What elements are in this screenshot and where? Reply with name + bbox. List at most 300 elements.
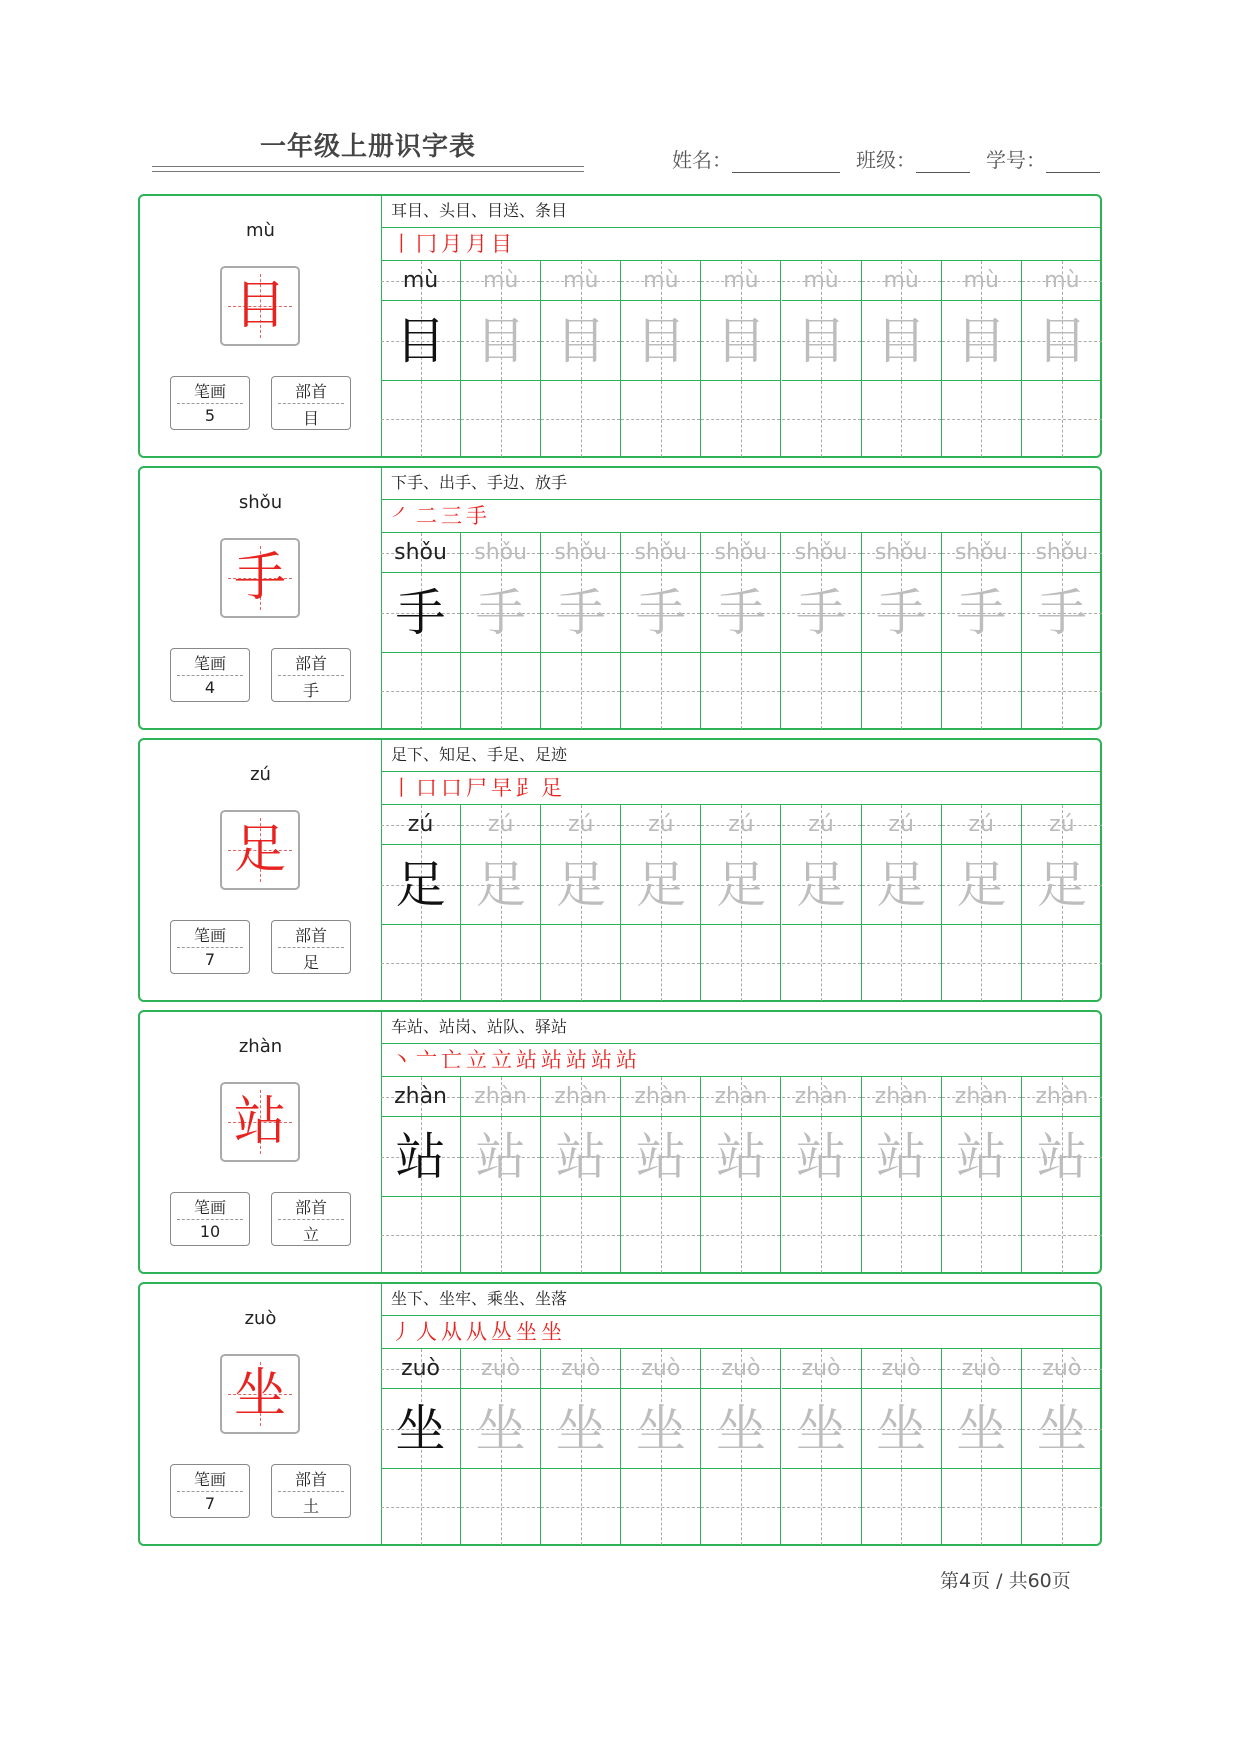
pinyin-cell[interactable] (1022, 261, 1102, 301)
char-trace: 坐 (796, 1400, 847, 1458)
char-cell[interactable] (381, 573, 461, 653)
stroke-step: 口 (416, 776, 437, 800)
char-cell[interactable] (541, 1389, 621, 1469)
radical-label: 部首 (294, 926, 327, 945)
blank-practice-cell[interactable] (541, 653, 621, 729)
stroke-count-value: 4 (204, 678, 216, 697)
char-pinyin: zhàn (238, 1036, 283, 1057)
blank-practice-cell[interactable] (381, 653, 461, 729)
char-pinyin: zuò (244, 1308, 277, 1329)
char-trace: 足 (796, 856, 847, 914)
blank-practice-cell[interactable] (1022, 1469, 1102, 1545)
stroke-step: 丛 (491, 1320, 512, 1344)
blank-practice-cell[interactable] (621, 381, 701, 457)
char-display: 坐 (233, 1364, 286, 1424)
char-cell[interactable] (541, 1117, 621, 1197)
char-trace: 目 (796, 312, 847, 370)
char-trace: 手 (796, 584, 847, 642)
char-trace: 站 (475, 1128, 526, 1186)
char-trace: 坐 (1036, 1400, 1087, 1458)
radical-box (271, 376, 351, 430)
stroke-count-label: 笔画 (193, 1198, 226, 1217)
stroke-count-box (170, 1464, 250, 1518)
pinyin-trace: shǒu (1035, 540, 1089, 565)
stroke-step: 立 (491, 1048, 512, 1072)
stroke-count-box (170, 920, 250, 974)
pinyin-cell[interactable] (862, 261, 942, 301)
char-info-panel (140, 1284, 382, 1544)
page-number: 第4页 / 共60页 (940, 1570, 1071, 1592)
pinyin-trace: zuò (641, 1356, 681, 1381)
char-trace: 目 (1036, 312, 1087, 370)
char-cell[interactable] (782, 1117, 862, 1197)
char-trace: 足 (635, 856, 686, 914)
pinyin-trace: mù (803, 268, 839, 293)
char-cell[interactable] (461, 301, 541, 381)
title-underline-bottom (152, 171, 584, 172)
char-trace: 手 (956, 584, 1007, 642)
stroke-step: 足 (541, 776, 562, 800)
stroke-count-value: 5 (204, 406, 216, 425)
char-cell[interactable] (381, 1117, 461, 1197)
pinyin-cell[interactable] (541, 1077, 621, 1117)
pinyin-cell[interactable] (942, 1077, 1022, 1117)
blank-practice-cell[interactable] (782, 1469, 862, 1545)
radical-label: 部首 (294, 1470, 327, 1489)
char-cell[interactable] (782, 1389, 862, 1469)
practice-grid (381, 805, 1100, 1000)
practice-panel (381, 468, 1100, 728)
pinyin-trace: mù (643, 268, 679, 293)
char-cell[interactable] (942, 573, 1022, 653)
stroke-order (381, 1044, 1100, 1077)
pinyin-cell[interactable] (1022, 1077, 1102, 1117)
pinyin-trace: zuò (401, 1356, 441, 1381)
stroke-step: 站 (591, 1048, 612, 1072)
stroke-step: ㇒ (391, 504, 412, 528)
char-cell[interactable] (621, 845, 701, 925)
pinyin-trace: mù (402, 268, 439, 293)
blank-practice-cell[interactable] (1022, 925, 1102, 1001)
blank-practice-cell[interactable] (942, 381, 1022, 457)
radical-box (271, 920, 351, 974)
stroke-order (381, 228, 1100, 261)
char-cell[interactable] (782, 845, 862, 925)
char-cell[interactable] (701, 573, 781, 653)
blank-practice-cell[interactable] (381, 925, 461, 1001)
char-cell[interactable] (621, 1117, 701, 1197)
pinyin-trace: shǒu (794, 540, 848, 565)
blank-practice-cell[interactable] (862, 925, 942, 1001)
pinyin-cell[interactable] (782, 533, 862, 573)
char-cell[interactable] (862, 1117, 942, 1197)
pinyin-cell[interactable] (381, 805, 461, 845)
pinyin-trace: shǒu (714, 540, 768, 565)
stroke-order (381, 772, 1100, 805)
practice-grid (381, 1349, 1100, 1544)
stroke-step: 口 (441, 776, 462, 800)
pinyin-cell[interactable] (621, 805, 701, 845)
char-trace: 目 (956, 312, 1007, 370)
char-display-box (220, 810, 300, 890)
char-card (138, 738, 1102, 1002)
stroke-step: 从 (466, 1320, 487, 1344)
pinyin-trace: zú (648, 812, 674, 837)
char-trace: 坐 (876, 1400, 927, 1458)
blank-practice-cell[interactable] (541, 1469, 621, 1545)
pinyin-trace: zú (1049, 812, 1075, 837)
pinyin-trace: mù (482, 268, 519, 293)
pinyin-trace: mù (963, 268, 999, 293)
stroke-count-box (170, 376, 250, 430)
pinyin-cell[interactable] (862, 533, 942, 573)
stroke-step: 手 (466, 504, 487, 528)
class-label: 班级： (856, 148, 916, 172)
pinyin-trace: shǒu (554, 540, 608, 565)
blank-practice-cell[interactable] (862, 653, 942, 729)
pinyin-cell[interactable] (541, 805, 621, 845)
pinyin-cell[interactable] (862, 1349, 942, 1389)
char-trace: 坐 (555, 1400, 606, 1458)
pinyin-cell[interactable] (862, 1077, 942, 1117)
blank-practice-cell[interactable] (701, 1197, 781, 1273)
pinyin-trace: zuò (481, 1356, 521, 1381)
char-cell[interactable] (701, 301, 781, 381)
char-cell[interactable] (782, 573, 862, 653)
char-cell[interactable] (381, 301, 461, 381)
char-trace: 手 (876, 584, 927, 642)
pinyin-cell[interactable] (782, 805, 862, 845)
char-cell[interactable] (1022, 1117, 1102, 1197)
stroke-step: 亡 (441, 1048, 462, 1072)
stroke-count-label: 笔画 (193, 1470, 226, 1489)
class-blank[interactable] (916, 152, 970, 173)
practice-panel (381, 1284, 1100, 1544)
blank-practice-cell[interactable] (1022, 381, 1102, 457)
blank-practice-cell[interactable] (1022, 1197, 1102, 1273)
char-trace: 手 (395, 584, 446, 642)
char-cell[interactable] (1022, 845, 1102, 925)
blank-practice-cell[interactable] (942, 925, 1022, 1001)
char-cell[interactable] (701, 1389, 781, 1469)
char-trace: 站 (956, 1128, 1007, 1186)
pinyin-cell[interactable] (1022, 1349, 1102, 1389)
char-cell[interactable] (461, 573, 541, 653)
char-cell[interactable] (862, 845, 942, 925)
pinyin-cell[interactable] (461, 1349, 541, 1389)
char-cell[interactable] (541, 301, 621, 381)
pinyin-trace: shǒu (474, 540, 528, 565)
pinyin-trace: shǒu (634, 540, 688, 565)
practice-panel (381, 740, 1100, 1000)
blank-practice-cell[interactable] (461, 1469, 541, 1545)
word-examples: 足下、知足、手足、足迹 (381, 740, 1100, 772)
name-label: 姓名： (672, 148, 732, 172)
blank-practice-cell[interactable] (621, 653, 701, 729)
char-pinyin: mù (246, 220, 275, 241)
char-cell[interactable] (701, 1117, 781, 1197)
char-trace: 目 (715, 312, 766, 370)
stroke-order (381, 500, 1100, 533)
char-cell[interactable] (862, 301, 942, 381)
stroke-count-label: 笔画 (193, 926, 226, 945)
pinyin-cell[interactable] (541, 261, 621, 301)
char-pinyin: shǒu (238, 492, 283, 513)
pinyin-cell[interactable] (461, 1077, 541, 1117)
practice-grid (381, 533, 1100, 728)
stroke-step: 站 (616, 1048, 637, 1072)
blank-practice-cell[interactable] (541, 925, 621, 1001)
blank-practice-cell[interactable] (381, 1469, 461, 1545)
pinyin-cell[interactable] (701, 261, 781, 301)
word-examples: 车站、站岗、站队、驿站 (381, 1012, 1100, 1044)
pinyin-cell[interactable] (701, 533, 781, 573)
pinyin-cell[interactable] (461, 533, 541, 573)
blank-practice-cell[interactable] (701, 381, 781, 457)
pinyin-cell[interactable] (621, 1077, 701, 1117)
blank-practice-cell[interactable] (942, 1469, 1022, 1545)
page-title: 一年级上册识字表 (259, 132, 476, 162)
char-cell[interactable] (461, 1389, 541, 1469)
radical-value: 目 (302, 409, 319, 428)
char-cell[interactable] (541, 573, 621, 653)
char-trace: 站 (796, 1128, 847, 1186)
pinyin-trace: zuò (961, 1356, 1001, 1381)
char-trace: 站 (635, 1128, 686, 1186)
blank-practice-cell[interactable] (862, 1197, 942, 1273)
char-cell[interactable] (1022, 573, 1102, 653)
stroke-step: 从 (441, 1320, 462, 1344)
char-card (138, 194, 1102, 458)
char-trace: 足 (1036, 856, 1087, 914)
char-cell[interactable] (782, 301, 862, 381)
char-cell[interactable] (942, 1389, 1022, 1469)
pinyin-trace: zuò (561, 1356, 601, 1381)
radical-box (271, 648, 351, 702)
char-display: 手 (233, 548, 286, 608)
number-label: 学号： (986, 148, 1046, 172)
stroke-count-value: 10 (199, 1222, 221, 1241)
char-cell[interactable] (381, 845, 461, 925)
pinyin-cell[interactable] (621, 261, 701, 301)
char-cell[interactable] (942, 845, 1022, 925)
radical-box (271, 1192, 351, 1246)
char-cell[interactable] (381, 1389, 461, 1469)
char-trace: 足 (956, 856, 1007, 914)
pinyin-trace: zuò (721, 1356, 761, 1381)
char-trace: 足 (475, 856, 526, 914)
blank-practice-cell[interactable] (381, 381, 461, 457)
name-blank[interactable] (732, 152, 840, 173)
blank-practice-cell[interactable] (461, 1197, 541, 1273)
stroke-step: 早 (491, 776, 512, 800)
pinyin-cell[interactable] (701, 1349, 781, 1389)
stroke-order (381, 1316, 1100, 1349)
stroke-step: 丶 (391, 1048, 412, 1072)
stroke-count-label: 笔画 (193, 382, 226, 401)
pinyin-trace: zhàn (634, 1084, 688, 1109)
pinyin-trace: zhàn (554, 1084, 608, 1109)
char-trace: 目 (876, 312, 927, 370)
char-display: 目 (233, 276, 286, 336)
number-field[interactable] (986, 144, 1100, 173)
char-trace: 手 (555, 584, 606, 642)
pinyin-trace: mù (723, 268, 759, 293)
word-examples: 坐下、坐牢、乘坐、坐落 (381, 1284, 1100, 1316)
blank-practice-cell[interactable] (782, 381, 862, 457)
blank-practice-cell[interactable] (942, 653, 1022, 729)
pinyin-trace: zhàn (794, 1084, 848, 1109)
pinyin-trace: shǒu (394, 540, 447, 565)
char-cell[interactable] (942, 301, 1022, 381)
blank-practice-cell[interactable] (621, 1197, 701, 1273)
char-cell[interactable] (541, 845, 621, 925)
stroke-step: 站 (541, 1048, 562, 1072)
stroke-step: 月 (441, 232, 462, 256)
pinyin-trace: zhàn (714, 1084, 768, 1109)
char-trace: 目 (555, 312, 606, 370)
blank-practice-cell[interactable] (541, 1197, 621, 1273)
stroke-step: 尸 (466, 776, 487, 800)
blank-practice-cell[interactable] (701, 653, 781, 729)
pinyin-cell[interactable] (862, 805, 942, 845)
blank-practice-cell[interactable] (621, 1469, 701, 1545)
pinyin-trace: zú (567, 812, 594, 837)
stroke-count-box (170, 648, 250, 702)
stroke-step: 目 (491, 232, 512, 256)
char-cell[interactable] (1022, 1389, 1102, 1469)
char-cell[interactable] (621, 1389, 701, 1469)
stroke-step: 丨 (391, 776, 412, 800)
blank-practice-cell[interactable] (701, 925, 781, 1001)
pinyin-cell[interactable] (782, 1349, 862, 1389)
pinyin-trace: zhàn (874, 1084, 928, 1109)
pinyin-trace: zú (728, 812, 754, 837)
char-display: 足 (233, 820, 286, 880)
blank-practice-cell[interactable] (862, 1469, 942, 1545)
pinyin-cell[interactable] (381, 1077, 461, 1117)
char-trace: 站 (395, 1128, 446, 1186)
char-info-panel (140, 196, 382, 456)
char-info-panel (140, 740, 382, 1000)
pinyin-cell[interactable] (541, 1349, 621, 1389)
char-cell[interactable] (461, 1117, 541, 1197)
pinyin-cell[interactable] (621, 1349, 701, 1389)
char-cell[interactable] (701, 845, 781, 925)
char-trace: 坐 (956, 1400, 1007, 1458)
char-display: 站 (233, 1092, 286, 1152)
class-field[interactable] (856, 144, 970, 173)
char-trace: 站 (715, 1128, 766, 1186)
char-display-box (220, 538, 300, 618)
pinyin-cell[interactable] (461, 261, 541, 301)
char-cell[interactable] (621, 301, 701, 381)
number-blank[interactable] (1046, 152, 1100, 173)
pinyin-cell[interactable] (942, 261, 1022, 301)
pinyin-cell[interactable] (621, 533, 701, 573)
stroke-step: 坐 (541, 1320, 562, 1344)
pinyin-trace: zhàn (954, 1084, 1008, 1109)
char-pinyin: zú (250, 764, 271, 785)
pinyin-cell[interactable] (942, 533, 1022, 573)
char-cell[interactable] (942, 1117, 1022, 1197)
char-trace: 手 (635, 584, 686, 642)
char-cell[interactable] (461, 845, 541, 925)
char-trace: 手 (475, 584, 526, 642)
stroke-count-value: 7 (204, 950, 216, 969)
pinyin-trace: zuò (801, 1356, 841, 1381)
char-trace: 坐 (715, 1400, 766, 1458)
pinyin-trace: zú (888, 812, 914, 837)
pinyin-trace: zhàn (1035, 1084, 1089, 1109)
char-cell[interactable] (862, 1389, 942, 1469)
pinyin-trace: zuò (1042, 1356, 1082, 1381)
pinyin-cell[interactable] (701, 1077, 781, 1117)
blank-practice-cell[interactable] (782, 925, 862, 1001)
pinyin-cell[interactable] (782, 261, 862, 301)
blank-practice-cell[interactable] (541, 381, 621, 457)
pinyin-trace: mù (1044, 268, 1080, 293)
blank-practice-cell[interactable] (461, 925, 541, 1001)
radical-value: 土 (302, 1497, 319, 1516)
pinyin-cell[interactable] (782, 1077, 862, 1117)
blank-practice-cell[interactable] (701, 1469, 781, 1545)
char-cell[interactable] (862, 573, 942, 653)
pinyin-cell[interactable] (1022, 805, 1102, 845)
pinyin-trace: shǒu (874, 540, 928, 565)
blank-practice-cell[interactable] (942, 1197, 1022, 1273)
radical-label: 部首 (294, 382, 327, 401)
blank-practice-cell[interactable] (782, 653, 862, 729)
blank-practice-cell[interactable] (1022, 653, 1102, 729)
blank-practice-cell[interactable] (461, 653, 541, 729)
title-underline-top (152, 166, 584, 167)
pinyin-cell[interactable] (461, 805, 541, 845)
blank-practice-cell[interactable] (461, 381, 541, 457)
pinyin-cell[interactable] (942, 805, 1022, 845)
blank-practice-cell[interactable] (621, 925, 701, 1001)
char-trace: 站 (1036, 1128, 1087, 1186)
char-cell[interactable] (621, 573, 701, 653)
char-trace: 坐 (475, 1400, 526, 1458)
char-display-box (220, 1082, 300, 1162)
radical-value: 立 (302, 1225, 319, 1244)
blank-practice-cell[interactable] (381, 1197, 461, 1273)
pinyin-cell[interactable] (942, 1349, 1022, 1389)
pinyin-cell[interactable] (541, 533, 621, 573)
stroke-step: 坐 (516, 1320, 537, 1344)
radical-value: 足 (302, 953, 319, 972)
char-card (138, 1010, 1102, 1274)
name-field[interactable] (672, 144, 840, 173)
pinyin-cell[interactable] (1022, 533, 1102, 573)
char-info-panel (140, 1012, 382, 1272)
char-cell[interactable] (1022, 301, 1102, 381)
stroke-step: 站 (566, 1048, 587, 1072)
blank-practice-cell[interactable] (862, 381, 942, 457)
pinyin-trace: mù (563, 268, 599, 293)
practice-panel (381, 1012, 1100, 1272)
char-trace: 足 (395, 856, 446, 914)
stroke-step: 冂 (416, 232, 437, 256)
radical-label: 部首 (294, 654, 327, 673)
pinyin-cell[interactable] (381, 261, 461, 301)
pinyin-trace: zú (487, 812, 514, 837)
pinyin-cell[interactable] (381, 1349, 461, 1389)
blank-practice-cell[interactable] (782, 1197, 862, 1273)
pinyin-cell[interactable] (381, 533, 461, 573)
pinyin-cell[interactable] (701, 805, 781, 845)
